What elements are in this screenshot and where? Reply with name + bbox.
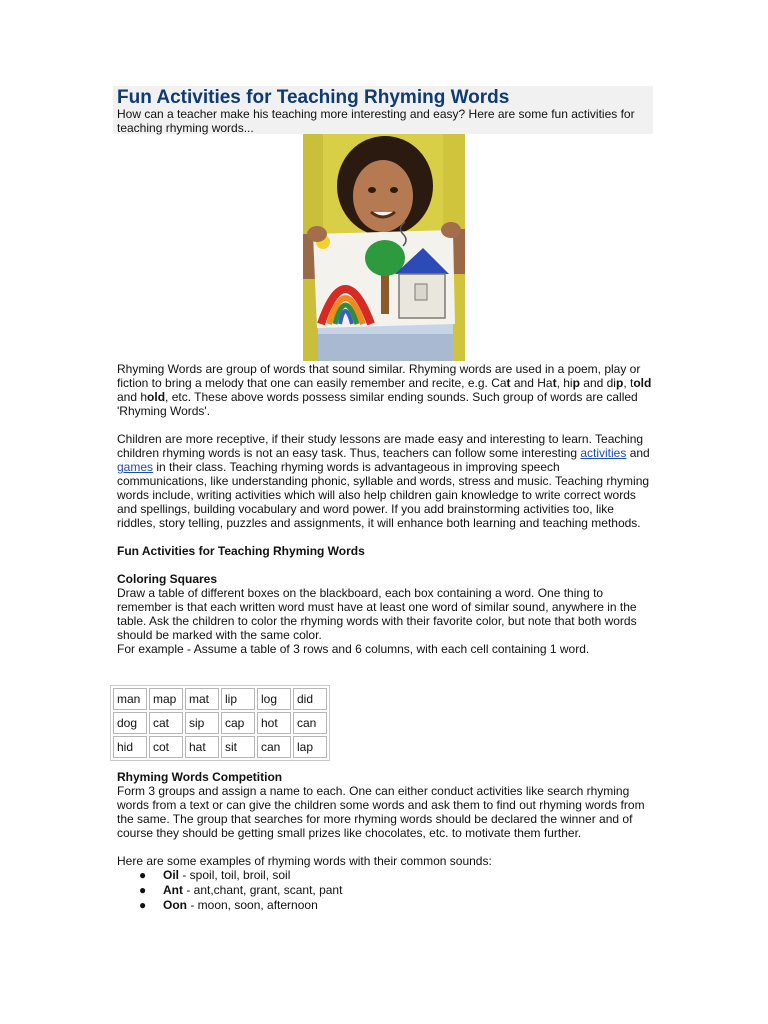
list-item: ● Ant - ant,chant, grant, scant, pant: [139, 883, 343, 897]
coloring-squares-example: For example - Assume a table of 3 rows and 6 columns, with each cell containing 1 word.: [117, 642, 590, 656]
list-item: ● Oon - moon, soon, afternoon: [139, 898, 318, 912]
table-cell: cat: [149, 712, 183, 734]
table-cell: hat: [185, 736, 219, 758]
table-cell: cap: [221, 712, 255, 734]
table-cell: lap: [293, 736, 327, 758]
article-intro: How can a teacher make his teaching more interesting and easy? Here are some fun activities for teaching rhyming words...: [117, 107, 635, 135]
list-item: ● Oil - spoil, toil, broil, soil: [139, 868, 291, 882]
table-cell: dog: [113, 712, 147, 734]
page-title: Fun Activities for Teaching Rhyming Words: [117, 87, 510, 108]
article-body: [117, 362, 652, 656]
table-cell: hot: [257, 712, 291, 734]
activities-link[interactable]: activities: [580, 446, 627, 460]
paragraph-rhyming-definition: Rhyming Words are group of words that sound similar. Rhyming words are used in a poem, play or fiction to bring a melody that one can easily remember and recite, e.g. Cat and Hat, hip and dip, told and hold, etc. These above words possess similar ending sounds. Such group of words are called 'Rhyming Words'.: [117, 362, 652, 418]
table-cell: cot: [149, 736, 183, 758]
table-cell: mat: [185, 688, 219, 710]
competition-heading: Rhyming Words Competition: [117, 770, 283, 784]
examples-intro: Here are some examples of rhyming words with their common sounds:: [117, 854, 492, 868]
article-body-continued: [117, 770, 652, 913]
photo-illustration: [303, 134, 465, 361]
table-cell: lip: [221, 688, 255, 710]
table-cell: hid: [113, 736, 147, 758]
table-row: [113, 736, 327, 758]
table-cell: sip: [185, 712, 219, 734]
table-row: [113, 712, 327, 734]
games-link[interactable]: games: [117, 460, 154, 474]
coloring-squares-text: Draw a table of different boxes on the blackboard, each box containing a word. One thing to remember is that each written word must have at least one word of similar sound, anywhere in the table. Ask the children to color the rhyming words with their favorite color, but note that both words should be marked with the same color.: [117, 586, 637, 642]
table-cell: man: [113, 688, 147, 710]
section-heading: Fun Activities for Teaching Rhyming Words: [117, 544, 365, 558]
table-row: [113, 688, 327, 710]
table-cell: sit: [221, 736, 255, 758]
table-cell: can: [257, 736, 291, 758]
competition-text: Form 3 groups and assign a name to each. One can either conduct activities like search rhyming words from a text or can give the children some words and ask them to find out rhyming words from the same. The group that searches for more rhyming words should be declared the winner and of course they should be getting small prizes like chocolates, etc. to motivate them further.: [117, 784, 645, 840]
child-drawing-photo: [303, 134, 465, 361]
rhyming-word-table: [110, 685, 330, 761]
coloring-squares-heading: Coloring Squares: [117, 572, 218, 586]
bullet-icon: ●: [139, 898, 147, 912]
paragraph-children-receptive: Children are more receptive, if their study lessons are made easy and interesting to learn. Teaching children rhyming words is not an easy task. Thus, teachers can follow some interesting activities and games in their class. Teaching rhyming words is advantageous in improving speech communications, like understanding phonic, syllable and words, stress and music. Teaching rhyming words include, writing activities which will also help children gain knowledge to write correct words and spellings, building vocabulary and word power. If you add brainstorming activities too, like riddles, story telling, puzzles and assignments, it will enhance both learning and teaching methods.: [117, 432, 650, 530]
table-cell: log: [257, 688, 291, 710]
table-cell: did: [293, 688, 327, 710]
bullet-icon: ●: [139, 883, 147, 897]
rhyming-examples-list: [117, 868, 652, 913]
table-cell: can: [293, 712, 327, 734]
table-cell: map: [149, 688, 183, 710]
bullet-icon: ●: [139, 868, 147, 882]
